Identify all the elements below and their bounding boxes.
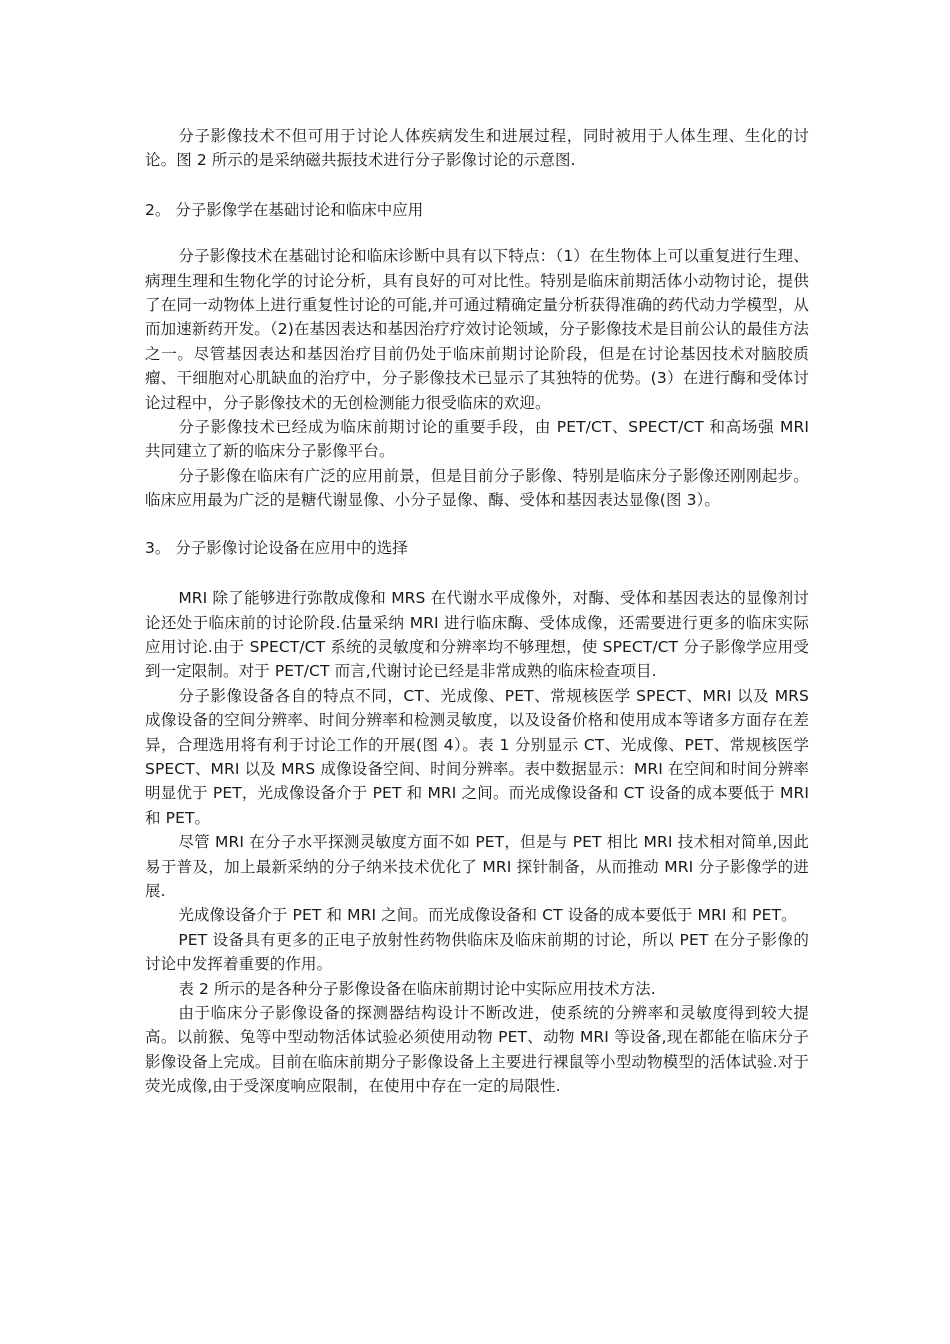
section-3-paragraph-4: 光成像设备介于 PET 和 MRI 之间。而光成像设备和 CT 设备的成本要低于 MRI 和 PET。 — [178, 906, 797, 925]
section-3-paragraph-2: 分子影像设备各自的特点不同，CT、光成像、PET、常规核医学 SPECT、MRI 以及 MRS 成像设备的空间分辨率、时间分辨率和检测灵敏度，以及设备价格和使用成本等诸多方面存在差异，合理选用将有利于讨论工作的开展(图 4）。表 1 分别显示 CT、光成像、PET、常规核医学 SPECT、MRI 以及 MRS 成像设备空间、时间分辨率。表中数据显示：MRI 在空间和时间分辨率明显优于 PET，光成像设备介于 PET 和 MRI 之间。而光成像设备和 CT 设备的成本要低于 MRI 和 PET。 — [145, 686, 809, 827]
section-3-paragraph-7: 由于临床分子影像设备的探测器结构设计不断改进，使系统的分辨率和灵敏度得到较大提高。以前猴、兔等中型动物活体试验必须使用动物 PET、动物 MRI 等设备,现在都能在临床分子影像设备上完成。目前在临床前期分子影像设备上主要进行裸鼠等小型动物模型的活体试验.对于荧光成像,由于受深度响应限制，在使用中存在一定的局限性. — [145, 1004, 809, 1096]
section-2-paragraph-3: 分子影像在临床有广泛的应用前景，但是目前分子影像、特别是临床分子影像还刚刚起步。临床应用最为广泛的是糖代谢显像、小分子显像、酶、受体和基因表达显像(图 3）。 — [145, 466, 809, 510]
spacer — [145, 513, 809, 536]
section-3-paragraph-3: 尽管 MRI 在分子水平探测灵敏度方面不如 PET，但是与 PET 相比 MRI 技术相对简单,因此易于普及，加上最新采纳的分子纳米技术优化了 MRI 探针制备，从而推动 MRI 分子影像学的进展. — [145, 833, 809, 900]
section-3-paragraph-1: MRI 除了能够进行弥散成像和 MRS 在代谢水平成像外，对酶、受体和基因表达的显像剂讨论还处于临床前的讨论阶段.估量采纳 MRI 进行临床酶、受体成像，还需要进行更多的临床实际应用讨论.由于 SPECT/CT 系统的灵敏度和分辨率均不够理想，使 SPECT/CT 分子影像学应用受到一定限制。对于 PET/CT 而言,代谢讨论已经是非常成熟的临床检查项目. — [145, 589, 809, 681]
section-heading-3: 3。 分子影像讨论设备在应用中的选择 — [145, 538, 408, 557]
spacer — [145, 222, 809, 244]
section-heading-2: 2。 分子影像学在基础讨论和临床中应用 — [145, 200, 424, 219]
section-3-paragraph-5: PET 设备具有更多的正电子放射性药物供临床及临床前期的讨论，所以 PET 在分子影像的讨论中发挥着重要的作用。 — [145, 930, 809, 974]
spacer — [145, 560, 809, 586]
intro-paragraph: 分子影像技术不但可用于讨论人体疾病发生和进展过程，同时被用于人体生理、生化的讨论。图 2 所示的是采纳磁共振技术进行分子影像讨论的示意图. — [145, 127, 809, 170]
section-2-paragraph-2: 分子影像技术已经成为临床前期讨论的重要手段，由 PET/CT、SPECT/CT 和高场强 MRI 共同建立了新的临床分子影像平台。 — [145, 418, 809, 461]
spacer — [145, 173, 809, 198]
section-3-paragraph-6: 表 2 所示的是各种分子影像设备在临床前期讨论中实际应用技术方法. — [178, 979, 656, 998]
section-2-paragraph-1: 分子影像技术在基础讨论和临床诊断中具有以下特点：（1）在生物体上可以重复进行生理、病理生理和生物化学的讨论分析，具有良好的可对比性。特别是临床前期活体小动物讨论，提供了在同一动物体上进行重复性讨论的可能,并可通过精确定量分析获得准确的药代动力学模型，从而加速新药开发。（2)在基因表达和基因治疗疗效讨论领域，分子影像技术是目前公认的最佳方法之一。尽管基因表达和基因治疗目前仍处于临床前期讨论阶段，但是在讨论基因技术对脑胶质瘤、干细胞对心肌缺血的治疗中，分子影像技术已显示了其独特的优势。(3）在进行酶和受体讨论过程中，分子影像技术的无创检测能力很受临床的欢迎。 — [145, 247, 809, 412]
document-page — [145, 124, 809, 1099]
